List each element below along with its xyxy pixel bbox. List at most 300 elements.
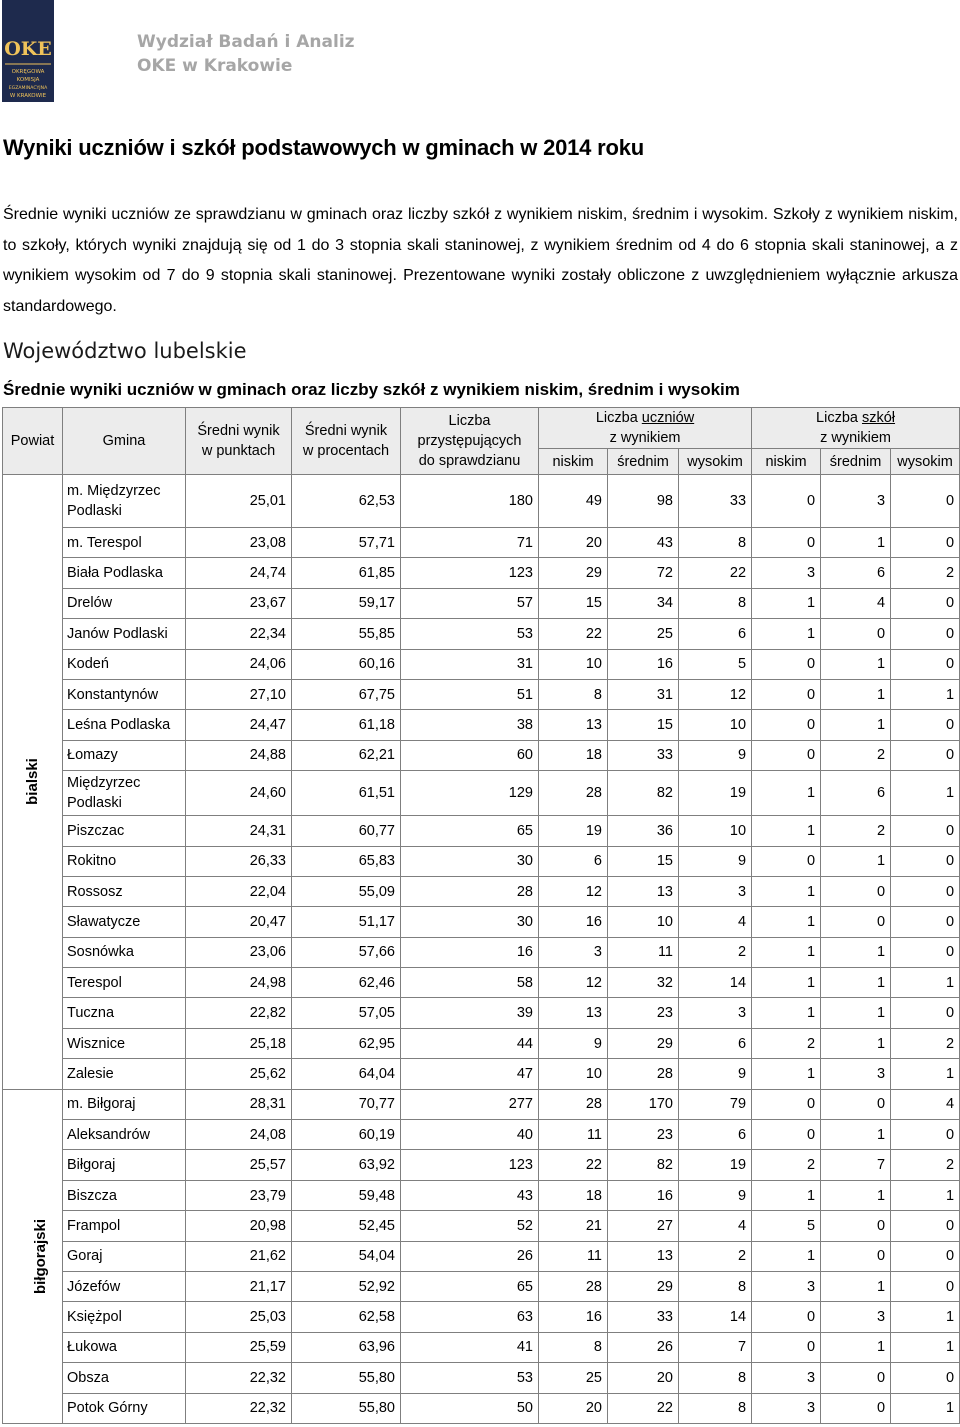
schools-low-cell: 0 (752, 1332, 821, 1362)
schools-low-cell: 0 (752, 1302, 821, 1332)
students-high-cell: 9 (679, 1180, 752, 1210)
students-low-cell: 12 (539, 968, 608, 998)
students-low-cell: 22 (539, 619, 608, 649)
schools-high-cell: 0 (891, 710, 960, 740)
powiat-label: biłgorajski (32, 1218, 50, 1294)
gmina-cell: Terespol (63, 968, 186, 998)
table-row (3, 558, 960, 588)
schools-mid-cell: 1 (821, 528, 891, 558)
schools-low-cell: 3 (752, 1393, 821, 1423)
students-mid-cell: 13 (608, 876, 679, 906)
avg-points-cell: 25,57 (186, 1150, 292, 1180)
schools-mid-cell: 2 (821, 816, 891, 846)
gmina-cell: Józefów (63, 1271, 186, 1301)
header-students-low: niskim (539, 449, 608, 475)
students-high-cell: 9 (679, 846, 752, 876)
avg-percent-cell: 63,92 (292, 1150, 401, 1180)
avg-percent-cell: 67,75 (292, 679, 401, 709)
avg-percent-cell: 55,09 (292, 876, 401, 906)
header-schools-high: wysokim (891, 449, 960, 475)
gmina-cell: Potok Górny (63, 1393, 186, 1423)
schools-low-cell: 0 (752, 1120, 821, 1150)
schools-low-cell: 2 (752, 1150, 821, 1180)
students-low-cell: 20 (539, 1393, 608, 1423)
students-low-cell: 29 (539, 558, 608, 588)
students-low-cell: 15 (539, 588, 608, 618)
schools-mid-cell: 1 (821, 1180, 891, 1210)
table-row (3, 876, 960, 906)
schools-mid-cell: 1 (821, 968, 891, 998)
students-high-cell: 8 (679, 588, 752, 618)
participants-cell: 65 (401, 1271, 539, 1301)
header-schools-mid: średnim (821, 449, 891, 475)
students-high-cell: 10 (679, 710, 752, 740)
avg-points-cell: 24,88 (186, 740, 292, 770)
gmina-cell: Piszczac (63, 816, 186, 846)
schools-low-cell: 0 (752, 1089, 821, 1119)
schools-high-cell: 1 (891, 1393, 960, 1423)
schools-mid-cell: 0 (821, 1211, 891, 1241)
org-line-1: Wydział Badań i Analiz (137, 32, 355, 52)
schools-high-cell: 1 (891, 1332, 960, 1362)
participants-cell: 123 (401, 558, 539, 588)
students-low-cell: 28 (539, 1271, 608, 1301)
schools-low-cell: 1 (752, 1059, 821, 1089)
students-high-cell: 8 (679, 1271, 752, 1301)
gmina-cell: Międzyrzec Podlaski (63, 771, 186, 816)
gmina-cell: Łomazy (63, 740, 186, 770)
schools-low-cell: 1 (752, 937, 821, 967)
students-high-cell: 3 (679, 998, 752, 1028)
students-high-cell: 6 (679, 619, 752, 649)
participants-cell: 180 (401, 475, 539, 528)
participants-cell: 41 (401, 1332, 539, 1362)
avg-points-cell: 21,62 (186, 1241, 292, 1271)
schools-low-cell: 0 (752, 528, 821, 558)
schools-low-cell: 0 (752, 649, 821, 679)
gmina-cell: Frampol (63, 1211, 186, 1241)
students-mid-cell: 16 (608, 1180, 679, 1210)
table-row (3, 968, 960, 998)
participants-cell: 63 (401, 1302, 539, 1332)
participants-cell: 71 (401, 528, 539, 558)
students-mid-cell: 29 (608, 1271, 679, 1301)
students-low-cell: 8 (539, 679, 608, 709)
avg-percent-cell: 65,83 (292, 846, 401, 876)
students-low-cell: 3 (539, 937, 608, 967)
avg-percent-cell: 60,19 (292, 1120, 401, 1150)
avg-points-cell: 24,06 (186, 649, 292, 679)
schools-low-cell: 1 (752, 619, 821, 649)
students-high-cell: 4 (679, 1211, 752, 1241)
students-low-cell: 13 (539, 710, 608, 740)
avg-percent-cell: 63,96 (292, 1332, 401, 1362)
schools-high-cell: 1 (891, 968, 960, 998)
results-table (2, 407, 960, 1424)
participants-cell: 129 (401, 771, 539, 816)
students-mid-cell: 25 (608, 619, 679, 649)
oke-logo (2, 0, 54, 102)
intro-paragraph: Średnie wyniki uczniów ze sprawdzianu w gminach oraz liczby szkół z wynikiem niskim, średnim i wysokim. Szkoły z wynikiem niskim, to szkoły, których wyniki znajdują się od 1 do 3 stopnia skali staninowej, z wynikiem średnim od 4 do 6 stopnia skali staninowej, a z wynikiem wysokim od 7 do 9 stopnia skali staninowej. Prezentowane wyniki zostały obliczone z uwzględnieniem wyłącznie arkusza standardowego. (3, 206, 958, 315)
avg-percent-cell: 57,66 (292, 937, 401, 967)
table-row (3, 1150, 960, 1180)
students-mid-cell: 26 (608, 1332, 679, 1362)
participants-cell: 16 (401, 937, 539, 967)
avg-points-cell: 28,31 (186, 1089, 292, 1119)
students-mid-cell: 15 (608, 710, 679, 740)
students-low-cell: 10 (539, 1059, 608, 1089)
students-mid-cell: 15 (608, 846, 679, 876)
table-row (3, 1393, 960, 1423)
avg-points-cell: 20,98 (186, 1211, 292, 1241)
avg-points-cell: 23,79 (186, 1180, 292, 1210)
schools-high-cell: 1 (891, 1059, 960, 1089)
table-row (3, 1059, 960, 1089)
schools-mid-cell: 6 (821, 558, 891, 588)
header-participants: Liczba przystępujących do sprawdzianu (401, 408, 539, 475)
avg-points-cell: 24,60 (186, 771, 292, 816)
logo-sub-4: W KRAKOWIE (9, 93, 47, 99)
header-students-high: wysokim (679, 449, 752, 475)
students-high-cell: 3 (679, 876, 752, 906)
schools-low-cell: 1 (752, 588, 821, 618)
students-mid-cell: 22 (608, 1393, 679, 1423)
schools-mid-cell: 1 (821, 1271, 891, 1301)
schools-high-cell: 0 (891, 937, 960, 967)
schools-high-cell: 0 (891, 475, 960, 528)
region-heading: Województwo lubelskie (3, 339, 247, 363)
students-high-cell: 2 (679, 1241, 752, 1271)
participants-cell: 30 (401, 907, 539, 937)
logo-text: OKE (4, 38, 52, 60)
participants-cell: 65 (401, 816, 539, 846)
students-mid-cell: 98 (608, 475, 679, 528)
schools-low-cell: 0 (752, 740, 821, 770)
students-low-cell: 9 (539, 1028, 608, 1058)
table-row (3, 649, 960, 679)
students-high-cell: 14 (679, 968, 752, 998)
header-avg-points: Średni wynik w punktach (186, 408, 292, 475)
org-line-2: OKE w Krakowie (137, 56, 293, 76)
participants-cell: 53 (401, 1363, 539, 1393)
students-low-cell: 20 (539, 528, 608, 558)
avg-percent-cell: 62,53 (292, 475, 401, 528)
avg-points-cell: 22,82 (186, 998, 292, 1028)
header-schools-low: niskim (752, 449, 821, 475)
schools-high-cell: 0 (891, 740, 960, 770)
table-row (3, 937, 960, 967)
avg-percent-cell: 51,17 (292, 907, 401, 937)
gmina-cell: Biłgoraj (63, 1150, 186, 1180)
table-row (3, 1120, 960, 1150)
schools-high-cell: 0 (891, 876, 960, 906)
table-row (3, 1302, 960, 1332)
gmina-cell: Rossosz (63, 876, 186, 906)
table-row (3, 907, 960, 937)
table-row (3, 1241, 960, 1271)
gmina-cell: Sławatycze (63, 907, 186, 937)
avg-points-cell: 23,06 (186, 937, 292, 967)
header-students-group: Liczba uczniów z wynikiem (539, 408, 752, 449)
participants-cell: 28 (401, 876, 539, 906)
students-high-cell: 2 (679, 937, 752, 967)
gmina-cell: Biszcza (63, 1180, 186, 1210)
gmina-cell: Aleksandrów (63, 1120, 186, 1150)
gmina-cell: Kodeń (63, 649, 186, 679)
schools-high-cell: 2 (891, 1028, 960, 1058)
students-mid-cell: 33 (608, 1302, 679, 1332)
participants-cell: 38 (401, 710, 539, 740)
schools-low-cell: 0 (752, 679, 821, 709)
schools-low-cell: 1 (752, 998, 821, 1028)
table-row (3, 740, 960, 770)
gmina-cell: Konstantynów (63, 679, 186, 709)
avg-points-cell: 23,67 (186, 588, 292, 618)
avg-percent-cell: 54,04 (292, 1241, 401, 1271)
avg-points-cell: 24,74 (186, 558, 292, 588)
gmina-cell: Drelów (63, 588, 186, 618)
avg-percent-cell: 62,21 (292, 740, 401, 770)
schools-mid-cell: 1 (821, 1028, 891, 1058)
schools-low-cell: 5 (752, 1211, 821, 1241)
students-low-cell: 18 (539, 740, 608, 770)
schools-mid-cell: 2 (821, 740, 891, 770)
gmina-cell: Wisznice (63, 1028, 186, 1058)
org-header (137, 30, 355, 78)
students-low-cell: 11 (539, 1120, 608, 1150)
schools-mid-cell: 3 (821, 475, 891, 528)
schools-mid-cell: 1 (821, 846, 891, 876)
table-row (3, 816, 960, 846)
avg-points-cell: 27,10 (186, 679, 292, 709)
gmina-cell: Łukowa (63, 1332, 186, 1362)
students-high-cell: 14 (679, 1302, 752, 1332)
participants-cell: 60 (401, 740, 539, 770)
powiat-cell (3, 475, 63, 1090)
schools-high-cell: 1 (891, 1302, 960, 1332)
avg-points-cell: 22,32 (186, 1393, 292, 1423)
students-low-cell: 11 (539, 1241, 608, 1271)
students-low-cell: 16 (539, 1302, 608, 1332)
table-row (3, 1180, 960, 1210)
students-mid-cell: 20 (608, 1363, 679, 1393)
schools-mid-cell: 0 (821, 1089, 891, 1119)
avg-points-cell: 25,03 (186, 1302, 292, 1332)
avg-points-cell: 25,01 (186, 475, 292, 528)
avg-points-cell: 24,98 (186, 968, 292, 998)
students-high-cell: 7 (679, 1332, 752, 1362)
students-low-cell: 6 (539, 846, 608, 876)
header-schools-group: Liczba szkół z wynikiem (752, 408, 960, 449)
table-row (3, 1211, 960, 1241)
students-mid-cell: 82 (608, 771, 679, 816)
avg-percent-cell: 61,85 (292, 558, 401, 588)
avg-percent-cell: 57,05 (292, 998, 401, 1028)
avg-percent-cell: 55,80 (292, 1363, 401, 1393)
table-row (3, 619, 960, 649)
schools-mid-cell: 0 (821, 1241, 891, 1271)
schools-low-cell: 1 (752, 1180, 821, 1210)
table-row (3, 998, 960, 1028)
table-row (3, 528, 960, 558)
table-body (3, 475, 960, 1424)
avg-points-cell: 20,47 (186, 907, 292, 937)
participants-cell: 26 (401, 1241, 539, 1271)
avg-percent-cell: 57,71 (292, 528, 401, 558)
avg-percent-cell: 70,77 (292, 1089, 401, 1119)
students-mid-cell: 32 (608, 968, 679, 998)
table-row (3, 1332, 960, 1362)
schools-mid-cell: 3 (821, 1059, 891, 1089)
schools-low-cell: 3 (752, 1271, 821, 1301)
gmina-cell: Janów Podlaski (63, 619, 186, 649)
schools-low-cell: 1 (752, 1241, 821, 1271)
schools-mid-cell: 1 (821, 937, 891, 967)
participants-cell: 40 (401, 1120, 539, 1150)
schools-mid-cell: 6 (821, 771, 891, 816)
students-low-cell: 21 (539, 1211, 608, 1241)
participants-cell: 43 (401, 1180, 539, 1210)
schools-mid-cell: 0 (821, 1363, 891, 1393)
students-low-cell: 22 (539, 1150, 608, 1180)
participants-cell: 57 (401, 588, 539, 618)
avg-points-cell: 23,08 (186, 528, 292, 558)
students-high-cell: 9 (679, 740, 752, 770)
avg-points-cell: 21,17 (186, 1271, 292, 1301)
avg-points-cell: 25,59 (186, 1332, 292, 1362)
schools-mid-cell: 1 (821, 710, 891, 740)
students-low-cell: 16 (539, 907, 608, 937)
logo-sub-1: OKRĘGOWA (11, 69, 45, 75)
students-mid-cell: 170 (608, 1089, 679, 1119)
gmina-cell: m. Biłgoraj (63, 1089, 186, 1119)
gmina-cell: m. Międzyrzec Podlaski (63, 475, 186, 528)
powiat-cell (3, 1089, 63, 1423)
participants-cell: 47 (401, 1059, 539, 1089)
powiat-label: bialski (23, 758, 41, 806)
avg-percent-cell: 61,51 (292, 771, 401, 816)
avg-percent-cell: 62,46 (292, 968, 401, 998)
schools-low-cell: 1 (752, 968, 821, 998)
students-high-cell: 10 (679, 816, 752, 846)
avg-points-cell: 24,31 (186, 816, 292, 846)
participants-cell: 123 (401, 1150, 539, 1180)
students-low-cell: 13 (539, 998, 608, 1028)
students-mid-cell: 31 (608, 679, 679, 709)
students-high-cell: 4 (679, 907, 752, 937)
schools-high-cell: 0 (891, 1241, 960, 1271)
participants-cell: 31 (401, 649, 539, 679)
students-mid-cell: 34 (608, 588, 679, 618)
participants-cell: 52 (401, 1211, 539, 1241)
avg-percent-cell: 55,80 (292, 1393, 401, 1423)
schools-low-cell: 1 (752, 816, 821, 846)
participants-cell: 30 (401, 846, 539, 876)
table-row (3, 679, 960, 709)
students-high-cell: 8 (679, 528, 752, 558)
students-high-cell: 19 (679, 1150, 752, 1180)
students-mid-cell: 43 (608, 528, 679, 558)
table-row (3, 1271, 960, 1301)
header-gmina: Gmina (63, 408, 186, 475)
table-row (3, 771, 960, 816)
avg-points-cell: 24,47 (186, 710, 292, 740)
table-heading: Średnie wyniki uczniów w gminach oraz liczby szkół z wynikiem niskim, średnim i wysokim (3, 380, 740, 399)
students-high-cell: 6 (679, 1028, 752, 1058)
gmina-cell: Księżpol (63, 1302, 186, 1332)
students-mid-cell: 23 (608, 998, 679, 1028)
schools-high-cell: 0 (891, 528, 960, 558)
gmina-cell: Biała Podlaska (63, 558, 186, 588)
avg-points-cell: 24,08 (186, 1120, 292, 1150)
students-high-cell: 22 (679, 558, 752, 588)
table-row (3, 1363, 960, 1393)
students-high-cell: 9 (679, 1059, 752, 1089)
students-mid-cell: 72 (608, 558, 679, 588)
schools-high-cell: 0 (891, 649, 960, 679)
schools-high-cell: 1 (891, 679, 960, 709)
header-avg-percent: Średni wynik w procentach (292, 408, 401, 475)
schools-mid-cell: 0 (821, 876, 891, 906)
schools-high-cell: 0 (891, 588, 960, 618)
students-mid-cell: 36 (608, 816, 679, 846)
schools-high-cell: 2 (891, 1150, 960, 1180)
schools-low-cell: 2 (752, 1028, 821, 1058)
students-mid-cell: 10 (608, 907, 679, 937)
schools-low-cell: 0 (752, 710, 821, 740)
students-high-cell: 12 (679, 679, 752, 709)
students-mid-cell: 11 (608, 937, 679, 967)
schools-high-cell: 0 (891, 1211, 960, 1241)
avg-percent-cell: 62,58 (292, 1302, 401, 1332)
participants-cell: 53 (401, 619, 539, 649)
schools-mid-cell: 1 (821, 649, 891, 679)
avg-percent-cell: 62,95 (292, 1028, 401, 1058)
participants-cell: 39 (401, 998, 539, 1028)
gmina-cell: m. Terespol (63, 528, 186, 558)
avg-percent-cell: 60,16 (292, 649, 401, 679)
schools-high-cell: 0 (891, 1120, 960, 1150)
schools-mid-cell: 0 (821, 1393, 891, 1423)
students-low-cell: 28 (539, 771, 608, 816)
schools-mid-cell: 3 (821, 1302, 891, 1332)
avg-percent-cell: 59,48 (292, 1180, 401, 1210)
table-row (3, 1089, 960, 1119)
table-row (3, 846, 960, 876)
students-low-cell: 19 (539, 816, 608, 846)
schools-high-cell: 0 (891, 907, 960, 937)
gmina-cell: Sosnówka (63, 937, 186, 967)
schools-high-cell: 0 (891, 816, 960, 846)
students-mid-cell: 33 (608, 740, 679, 770)
schools-high-cell: 4 (891, 1089, 960, 1119)
students-mid-cell: 82 (608, 1150, 679, 1180)
avg-points-cell: 22,04 (186, 876, 292, 906)
table-row (3, 588, 960, 618)
avg-points-cell: 25,62 (186, 1059, 292, 1089)
schools-mid-cell: 0 (821, 619, 891, 649)
header-students-mid: średnim (608, 449, 679, 475)
students-low-cell: 25 (539, 1363, 608, 1393)
avg-percent-cell: 55,85 (292, 619, 401, 649)
schools-mid-cell: 1 (821, 1120, 891, 1150)
students-low-cell: 12 (539, 876, 608, 906)
logo-sub-3: EGZAMINACYJNA (8, 86, 48, 91)
students-high-cell: 8 (679, 1393, 752, 1423)
schools-mid-cell: 0 (821, 907, 891, 937)
schools-high-cell: 1 (891, 771, 960, 816)
students-low-cell: 49 (539, 475, 608, 528)
